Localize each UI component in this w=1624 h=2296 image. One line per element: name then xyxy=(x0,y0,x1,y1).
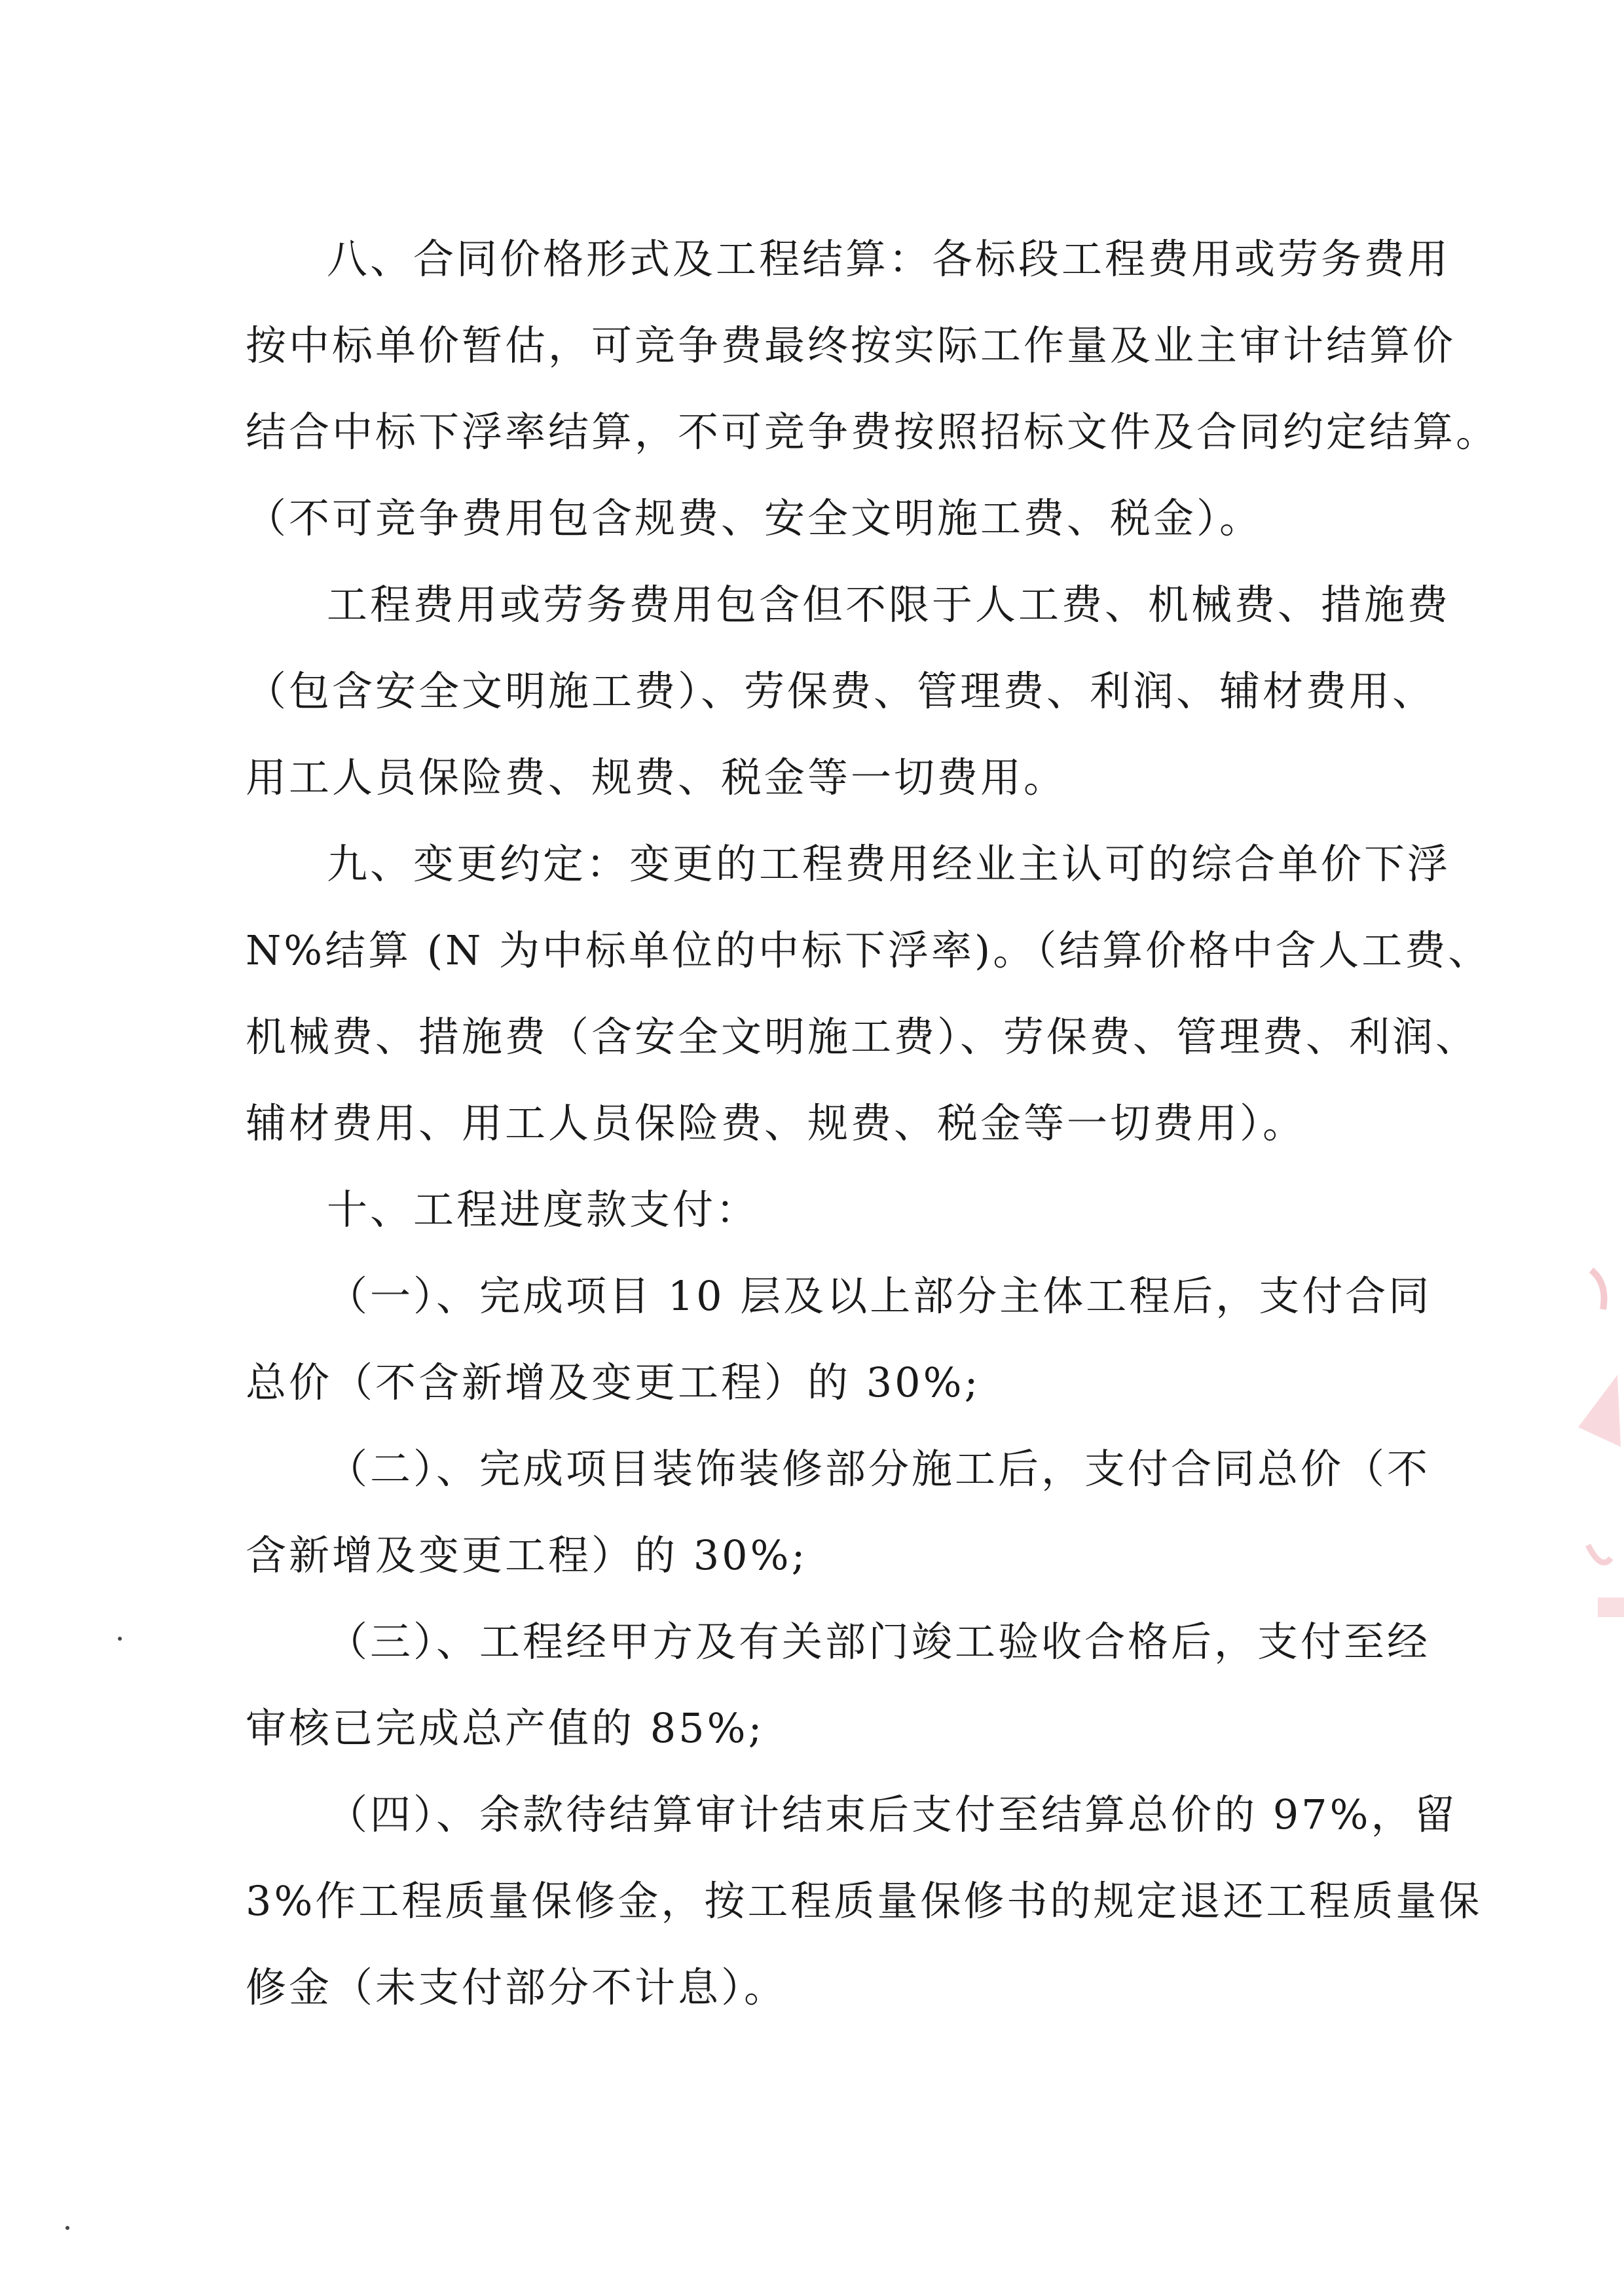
text-line: 工程费用或劳务费用包含但不限于人工费、机械费、措施费 xyxy=(327,581,1451,629)
text-line: 辅材费用、用工人员保险费、规费、税金等一切费用）。 xyxy=(246,1099,1306,1147)
text-line: （不可竞争费用包含规费、安全文明施工费、税金）。 xyxy=(246,494,1263,542)
text-line: 十、工程进度款支付： xyxy=(327,1186,760,1233)
text-line: （三）、工程经甲方及有关部门竣工验收合格后，支付至经 xyxy=(327,1618,1431,1666)
text-line: 修金（未支付部分不计息）。 xyxy=(246,1963,788,2011)
text-line: 九、变更约定：变更的工程费用经业主认可的综合单价下浮 xyxy=(327,840,1451,888)
text-line: 结合中标下浮率结算，不可竞争费按照招标文件及合同约定结算。 xyxy=(246,408,1500,456)
text-line: （包含安全文明施工费）、劳保费、管理费、利润、辅材费用、 xyxy=(246,667,1436,715)
text-line: N%结算 (N 为中标单位的中标下浮率)。（结算价格中含人工费、 xyxy=(246,926,1492,974)
text-line: 总价（不含新增及变更工程）的 30%; xyxy=(246,1358,981,1406)
text-line: （一）、完成项目 10 层及以上部分主体工程后，支付合同 xyxy=(327,1272,1432,1320)
red-seal-fragment xyxy=(1572,1231,1624,1624)
text-line: 机械费、措施费（含安全文明施工费）、劳保费、管理费、利润、 xyxy=(246,1013,1479,1061)
scan-speck xyxy=(118,1637,122,1641)
text-line: 用工人员保险费、规费、税金等一切费用。 xyxy=(246,754,1067,801)
text-line: 八、合同价格形式及工程结算：各标段工程费用或劳务费用 xyxy=(327,235,1451,283)
scan-speck xyxy=(65,2226,69,2230)
text-line: （四）、余款待结算审计结束后支付至结算总价的 97%，留 xyxy=(327,1791,1458,1838)
text-line: 按中标单价暂估，可竞争费最终按实际工作量及业主审计结算价 xyxy=(246,321,1456,369)
text-line: 审核已完成总产值的 85%; xyxy=(246,1704,765,1752)
text-line: 含新增及变更工程）的 30%; xyxy=(246,1531,808,1579)
text-line: 3%作工程质量保修金，按工程质量保修书的规定退还工程质量保 xyxy=(246,1877,1483,1925)
document-body xyxy=(246,216,1500,2031)
text-line: （二）、完成项目装饰装修部分施工后，支付合同总价（不 xyxy=(327,1445,1431,1493)
